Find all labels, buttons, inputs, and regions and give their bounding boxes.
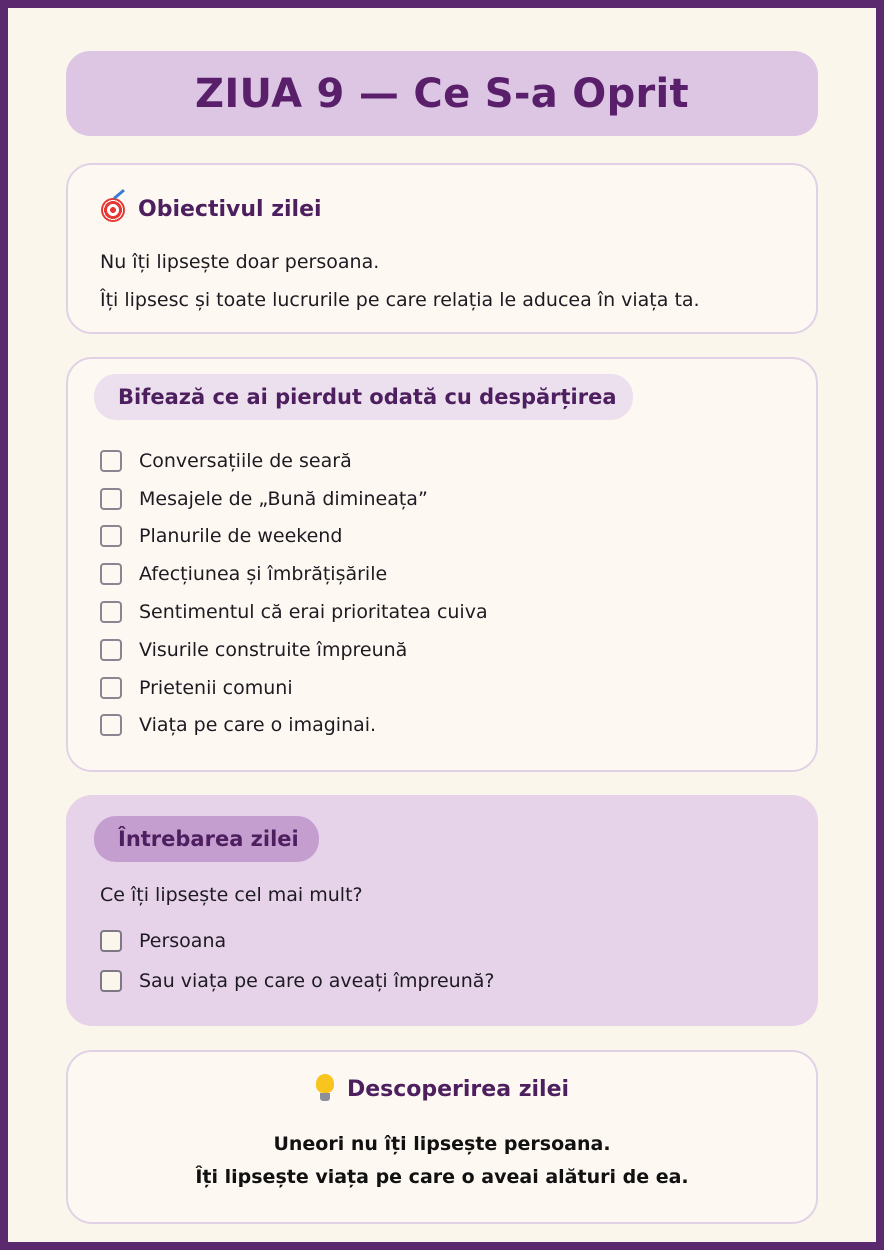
objective-line: Îți lipsesc și toate lucrurile pe care relația le aducea în viața ta. bbox=[100, 289, 700, 311]
question-card bbox=[66, 795, 818, 1026]
discovery-heading: Descoperirea zilei bbox=[346, 1076, 570, 1102]
discovery-text bbox=[68, 1128, 816, 1194]
checkbox[interactable] bbox=[100, 488, 122, 510]
question-option-label: Persoana bbox=[139, 930, 227, 952]
checkbox[interactable] bbox=[100, 677, 122, 699]
question-options bbox=[100, 921, 494, 1001]
checklist-item bbox=[100, 593, 488, 631]
checklist-heading: Bifează ce ai pierdut odată cu despărțirea bbox=[118, 385, 617, 409]
checklist-item bbox=[100, 707, 488, 745]
target-icon bbox=[100, 195, 128, 223]
checklist-item-label: Planurile de weekend bbox=[139, 525, 343, 548]
checkbox[interactable] bbox=[100, 525, 122, 547]
question-option bbox=[100, 961, 494, 1001]
checklist-item bbox=[100, 480, 488, 518]
checklist-item-label: Sentimentul că erai prioritatea cuiva bbox=[139, 601, 488, 624]
discovery-line: Uneori nu îți lipsește persoana. bbox=[273, 1133, 611, 1155]
checklist-item bbox=[100, 555, 488, 593]
objective-heading: Obiectivul zilei bbox=[138, 196, 322, 222]
checkbox[interactable] bbox=[100, 714, 122, 736]
objective-text bbox=[100, 243, 700, 319]
checklist-item-label: Mesajele de „Bună dimineața” bbox=[139, 487, 428, 510]
checklist-item-label: Conversațiile de seară bbox=[139, 449, 352, 472]
checkbox[interactable] bbox=[100, 450, 122, 472]
checklist-item bbox=[100, 442, 488, 480]
question-heading-pill bbox=[94, 816, 319, 862]
checklist-heading-pill bbox=[94, 374, 633, 420]
question-text: Ce îți lipsește cel mai mult? bbox=[100, 884, 363, 906]
discovery-header bbox=[68, 1074, 816, 1104]
checkbox[interactable] bbox=[100, 563, 122, 585]
checklist-item-label: Prietenii comuni bbox=[139, 676, 293, 699]
question-heading: Întrebarea zilei bbox=[118, 827, 299, 851]
checklist-item bbox=[100, 631, 488, 669]
checklist-item bbox=[100, 518, 488, 556]
objective-card bbox=[66, 163, 818, 334]
objective-header bbox=[100, 195, 322, 223]
checklist-item bbox=[100, 669, 488, 707]
checkbox[interactable] bbox=[100, 601, 122, 623]
checklist-item-label: Afecțiunea și îmbrățișările bbox=[139, 563, 388, 586]
lightbulb-icon bbox=[315, 1074, 335, 1104]
checkbox[interactable] bbox=[100, 930, 122, 952]
objective-line: Nu îți lipsește doar persoana. bbox=[100, 251, 380, 273]
worksheet-page bbox=[8, 8, 876, 1242]
loss-checklist-card bbox=[66, 357, 818, 772]
question-option-label: Sau viața pe care o aveați împreună? bbox=[139, 970, 495, 992]
discovery-card bbox=[66, 1050, 818, 1224]
loss-checklist bbox=[100, 442, 488, 744]
page-title: ZIUA 9 — Ce S-a Oprit bbox=[195, 70, 689, 117]
checkbox[interactable] bbox=[100, 639, 122, 661]
checklist-item-label: Visurile construite împreună bbox=[139, 638, 408, 661]
question-option bbox=[100, 921, 494, 961]
title-banner bbox=[66, 51, 818, 136]
checklist-item-label: Viața pe care o imaginai. bbox=[139, 714, 377, 737]
discovery-line: Îți lipsește viața pe care o aveai alături de ea. bbox=[195, 1166, 689, 1188]
checkbox[interactable] bbox=[100, 970, 122, 992]
